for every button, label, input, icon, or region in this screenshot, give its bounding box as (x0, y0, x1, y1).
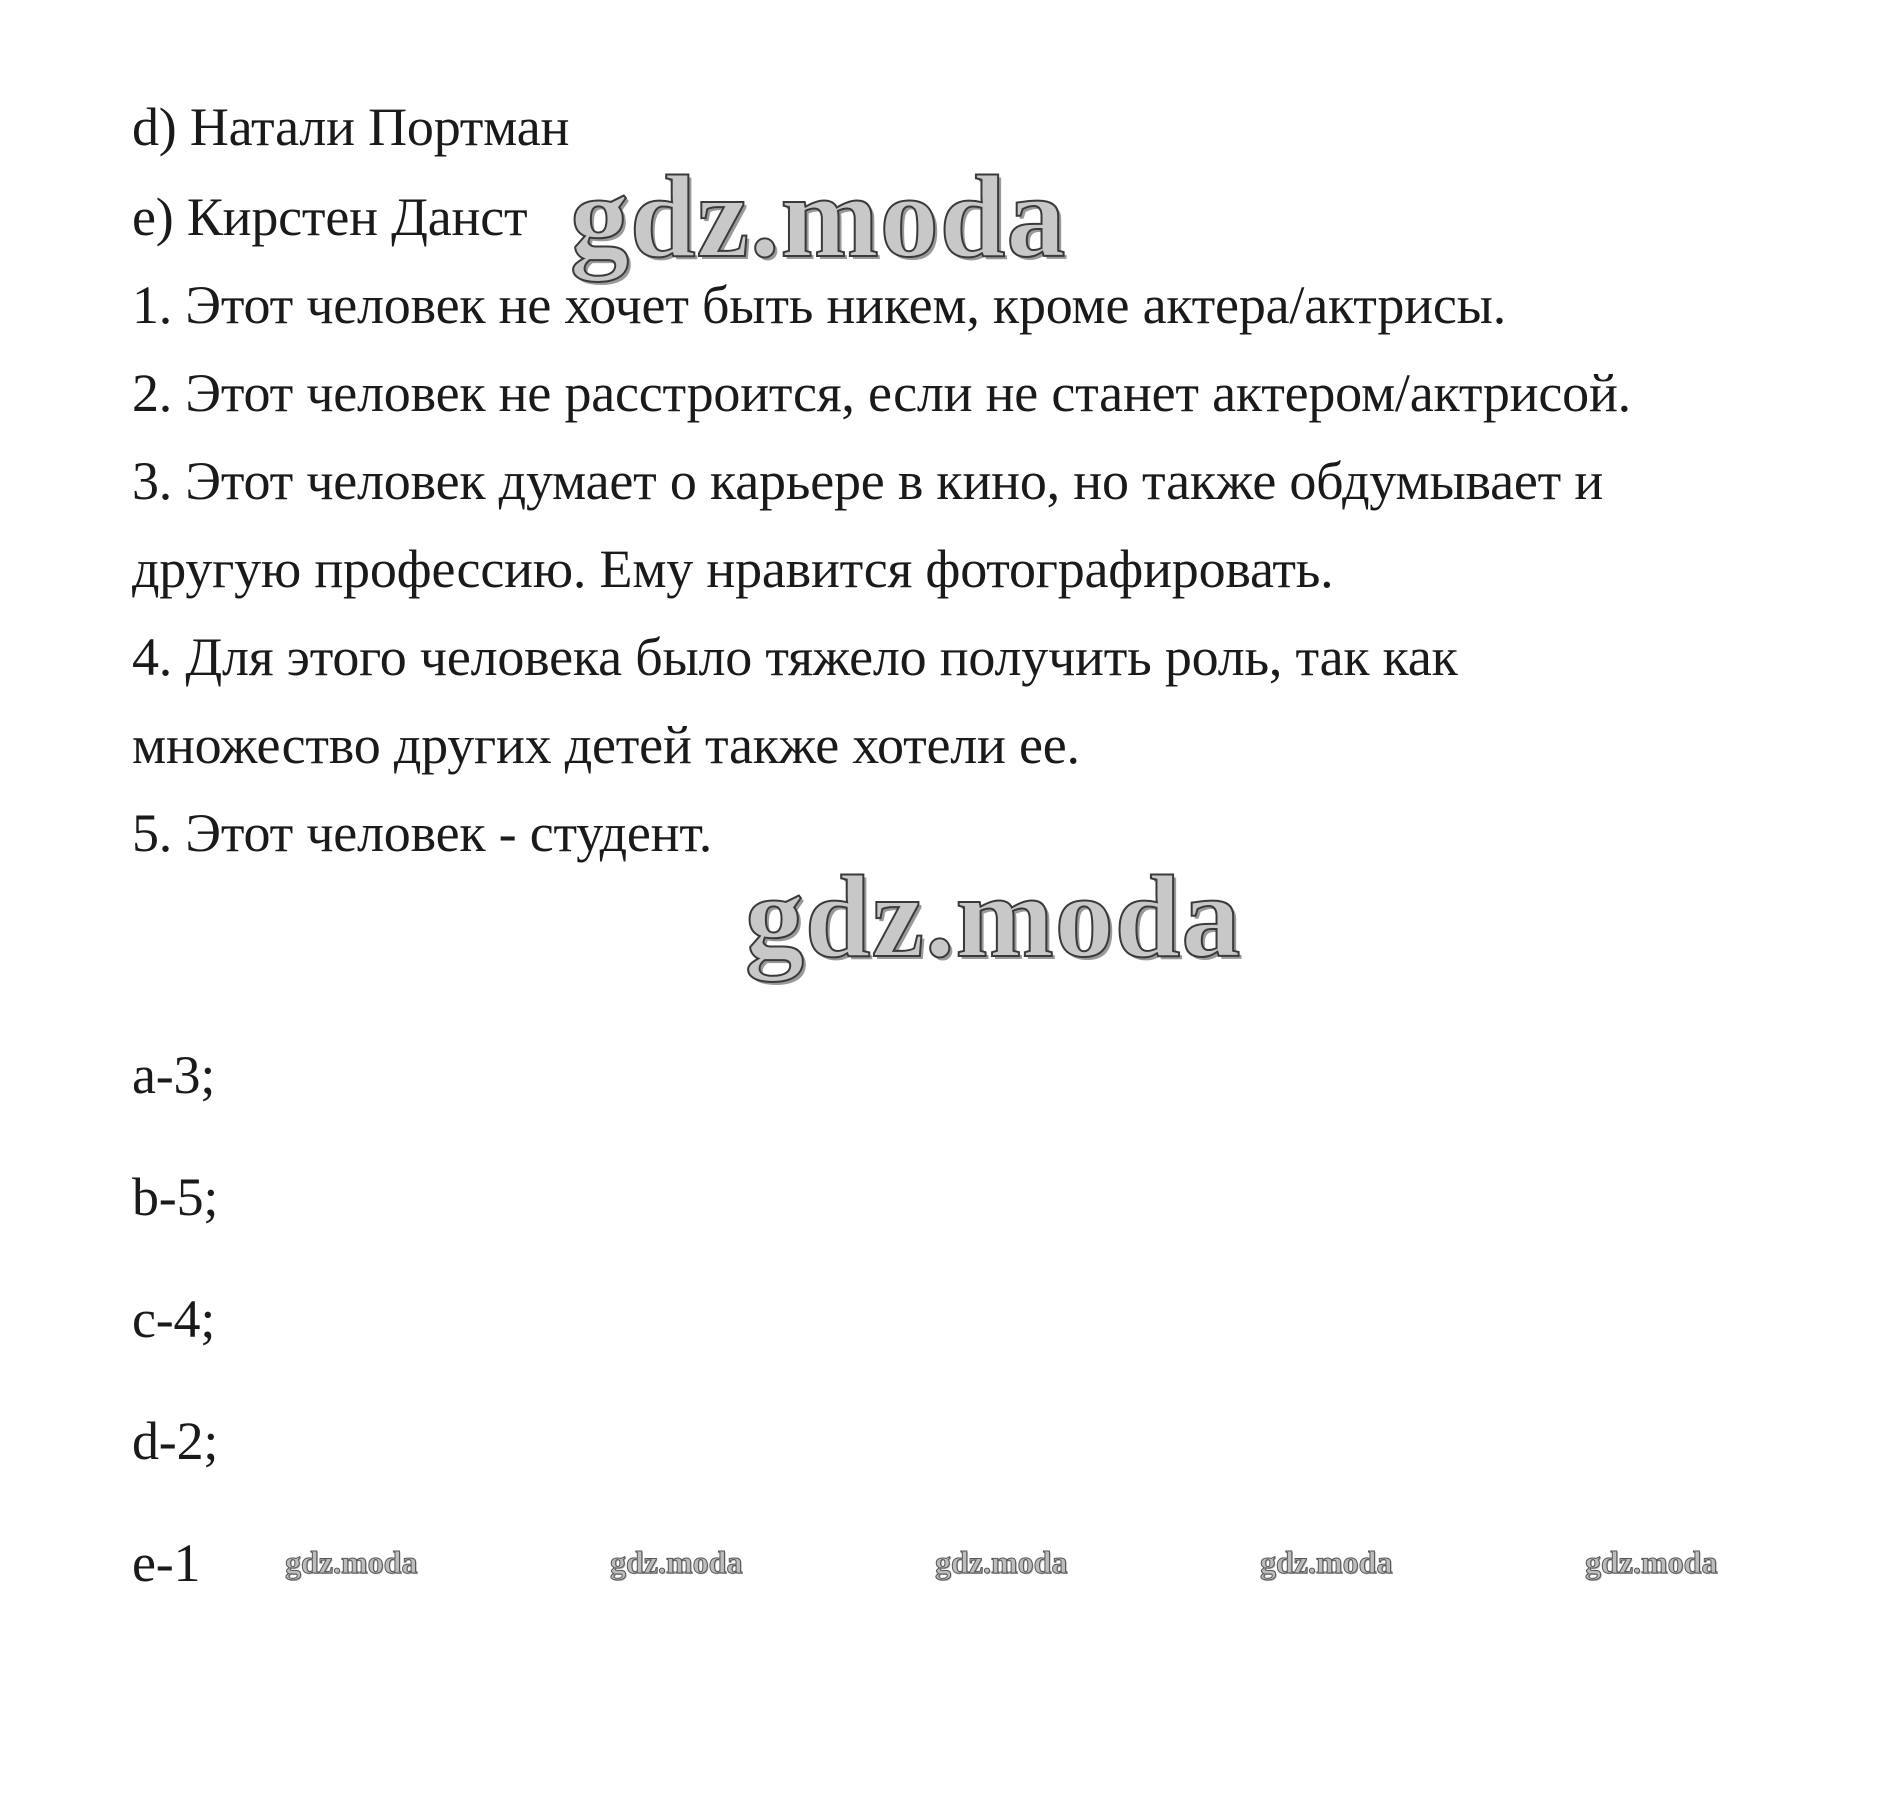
statement-5: 5. Этот человек - студент. (132, 803, 712, 863)
answer-d: d-2; (132, 1411, 219, 1471)
statement-2: 2. Этот человек не расстроится, если не станет актером/актрисой. (132, 363, 1631, 423)
answer-b: b-5; (132, 1167, 219, 1227)
statement-3-line-1: 3. Этот человек думает о карьере в кино, но также обдумывает и (132, 451, 1604, 511)
watermark-small-4: gdz.moda (1260, 1544, 1393, 1580)
watermark-small-1: gdz.moda (285, 1544, 418, 1580)
statement-3-line-2: другую профессию. Ему нравится фотографировать. (132, 539, 1334, 599)
watermark-large-middle: gdz.moda (745, 851, 1242, 982)
watermark-large-top: gdz.moda (570, 151, 1067, 282)
answer-e: e-1 (132, 1533, 201, 1593)
watermark-small-5: gdz.moda (1585, 1544, 1718, 1580)
watermark-small-3: gdz.moda (935, 1544, 1068, 1580)
answer-a: a-3; (132, 1045, 216, 1105)
option-e: е) Кирстен Данст (132, 187, 528, 247)
statement-4-line-2: множество других детей также хотели ее. (132, 715, 1080, 775)
option-d: d) Натали Портман (132, 97, 570, 157)
statement-1: 1. Этот человек не хочет быть никем, кроме актера/актрисы. (132, 275, 1506, 335)
statement-4-line-1: 4. Для этого человека было тяжело получить роль, так как (132, 627, 1458, 687)
watermark-small-2: gdz.moda (610, 1544, 743, 1580)
answer-c: c-4; (132, 1289, 216, 1349)
